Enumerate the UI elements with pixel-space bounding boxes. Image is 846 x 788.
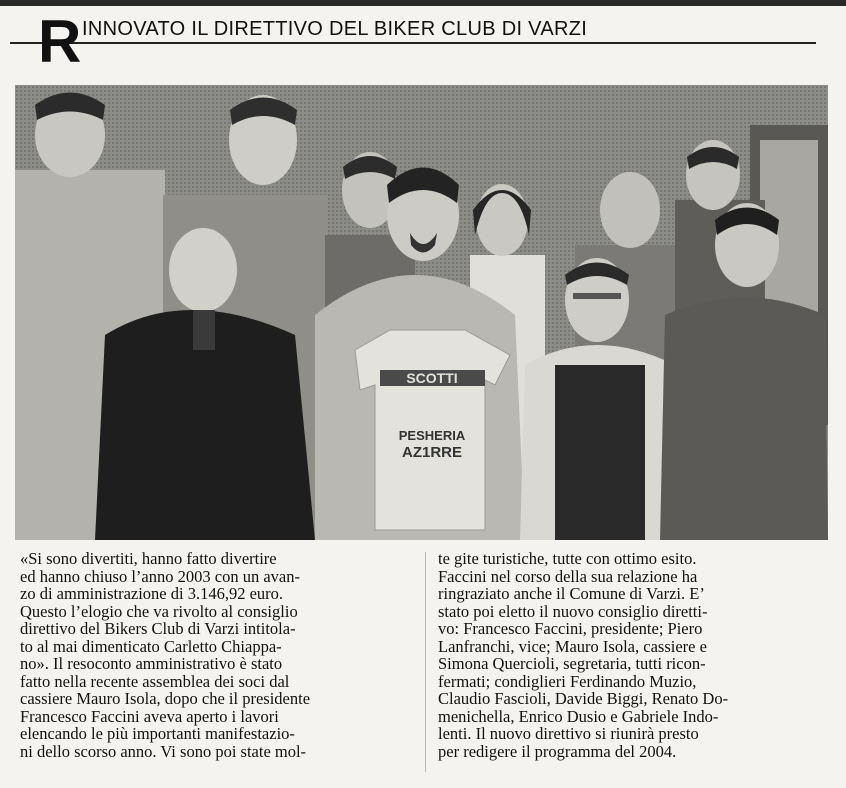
jersey-text-2: AZ1RRE [401,444,463,461]
jersey-text-1: PESHERIA [398,428,466,443]
article-line: fatto nella recente assemblea dei soci dal [20,671,290,691]
article-line: Francesco Faccini aveva aperto i lavori [20,706,279,726]
article-line: direttivo del Bikers Club di Varzi intitola- [20,619,296,638]
article-line: fermati; condiglieri Ferdinando Muzio, [438,671,697,691]
article-line: zo di amministrazione di 3.146,92 euro. [20,584,284,603]
article-line: elencando le più importanti manifestazio- [20,724,295,743]
column-divider [425,552,426,772]
article-line: Lanfranchi, vice; Mauro Isola, cassiere e [438,636,707,656]
article-line: ringraziato anche il Comune di Varzi. E’ [438,584,705,603]
article-line: per redigere il programma del 2004. [438,741,677,761]
article-line: Faccini nel corso della sua relazione ha [438,566,698,586]
article-body [20,550,834,780]
headline-text: INNOVATO IL DIRETTIVO DEL BIKER CLUB DI VARZI [82,18,588,40]
headline-drop-cap: R [38,8,82,75]
headline [10,8,836,75]
article-column-right [438,550,830,760]
article-line: te gite turistiche, tutte con ottimo esito. [438,549,697,568]
article-line: «Si sono divertiti, hanno fatto divertire [20,549,277,568]
article-line: cassiere Mauro Isola, dopo che il presidente [20,689,311,708]
group-photo [15,85,828,540]
article-line: ni dello scorso anno. Vi sono poi state mol- [20,741,307,761]
article-line: to al mai dimenticato Carletto Chiappa- [20,636,282,656]
article-line: stato poi eletto il nuovo consiglio diretti- [438,601,708,621]
top-border-rule [0,0,846,6]
article-line: ed hanno chiuso l’anno 2003 con un avan- [20,566,300,586]
article-line: Questo l’elogio che va rivolto al consiglio [20,601,298,621]
article-column-left [20,550,412,760]
jersey-text-top: SCOTTI [406,370,458,386]
article-line: no». Il resoconto amministrativo è stato [20,654,283,673]
article-line: Simona Quercioli, segretaria, tutti ricon- [438,654,706,673]
article-line: menichella, Enrico Dusio e Gabriele Indo- [438,706,719,726]
article-line: lenti. Il nuovo direttivo si riunirà presto [438,724,699,743]
article-line: vo: Francesco Faccini, presidente; Piero [438,619,703,638]
group-photo-illustration [15,85,828,540]
headline-rule [10,42,816,44]
article-line: Claudio Fascioli, Davide Biggi, Renato Do- [438,689,729,708]
